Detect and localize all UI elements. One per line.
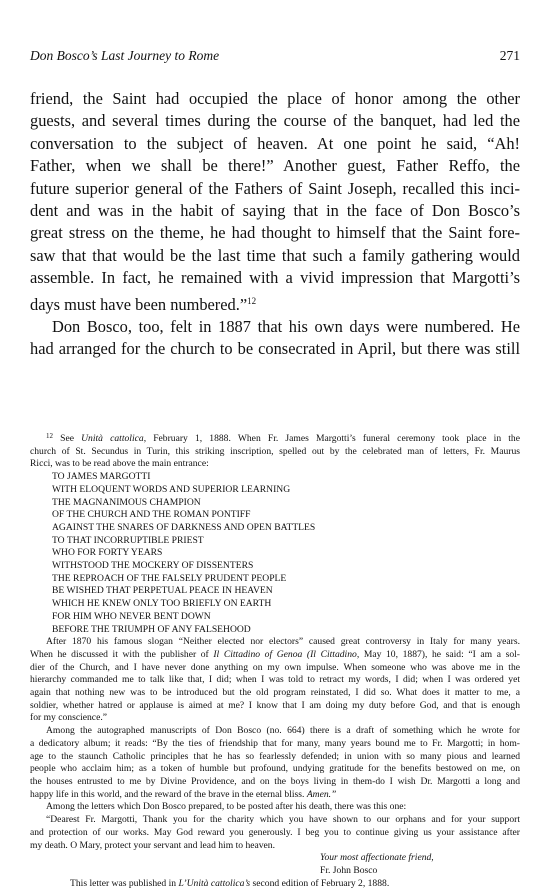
footnote-text: second edition of February 2, 1888. — [250, 877, 390, 889]
footnote-line: a dedicatory album; it reads: “By the ties of friendship that for many, many years bound me to Fr. Margotti; in hom- — [30, 737, 520, 749]
text-line — [30, 290, 520, 316]
body-paragraph-2 — [30, 316, 520, 361]
footnote-line: for my conscience.” — [30, 712, 107, 724]
footnote-line: After 1870 his famous slogan “Neither elected nor electors” caused great controversy in Italy for many years. — [46, 636, 520, 648]
footnote-text: , May 10, 1887), he said: “I am a sol- — [356, 648, 520, 660]
footnote-line: my death. O Mary, protect your servant and lead him to heaven. — [30, 839, 276, 851]
amen-text: Amen.” — [306, 788, 337, 800]
footnote-line — [30, 430, 520, 446]
running-title: Don Bosco’s Last Journey to Rome — [30, 48, 220, 63]
main-text — [30, 88, 520, 361]
footnote-line: Ricci, was to be read above the main entrance: — [30, 458, 209, 470]
text-line: great stress on the theme, he had thought to himself that the Saint fore- — [30, 223, 520, 243]
footnote-line: Among the letters which Don Bosco prepared, to be posted after his death, there was this one: — [46, 801, 407, 813]
publication-title: L’Unità cattolica’s — [178, 877, 251, 889]
text-line: had arranged for the church to be consecrated in April, but there was still — [30, 339, 520, 359]
inscription-line: WITHSTOOD THE MOCKERY OF DISSENTERS — [52, 560, 254, 572]
inscription-line: TO JAMES MARGOTTI — [52, 471, 151, 483]
footnote-line: church of St. Secundus in Turin, this striking inscription, spelled out by the celebrated man of letters, Fr. Maurus — [30, 445, 520, 457]
inscription-line: THE REPROACH OF THE FALSELY PRUDENT PEOPLE — [52, 572, 287, 584]
publication-title: Il Cittadino of Genoa (Il Cittadino — [213, 648, 357, 660]
footnote-line: “Dearest Fr. Margotti, Thank you for the charity which you have shown to our orphans and for your support — [46, 814, 520, 826]
footnote-line: Among the autographed manuscripts of Don Bosco (no. 664) there is a draft of something which he wrote for — [46, 725, 520, 737]
footnote-line: and protection of our works. May God reward you generously. I beg you to continue giving us your assistance after — [30, 826, 520, 838]
inscription-line: AGAINST THE SNARES OF DARKNESS AND OPEN BATTLES — [52, 521, 316, 533]
text-line: guests, and several times during the course of the banquet, had led the — [30, 111, 520, 131]
inscription-line: BE WISHED THAT PERPETUAL PEACE IN HEAVEN — [52, 585, 273, 597]
text-line-content: days must have been numbered.” — [30, 294, 248, 314]
footnote-line: again that nothing new was to be introduced but the old program reinstated, I did so. What does it matter to me, a — [30, 687, 520, 699]
footnote-line: age to the staunch Catholic principles that he has so fearlessly defended; in union with so many pious and learned — [30, 750, 520, 762]
text-line: Don Bosco, too, felt in 1887 that his own days were numbered. He — [52, 317, 520, 337]
footnote-line — [30, 649, 520, 662]
inscription-line: OF THE CHURCH AND THE ROMAN PONTIFF — [52, 509, 251, 521]
footnote-text: This letter was published in — [70, 877, 179, 889]
footnote-line — [30, 878, 520, 890]
inscription-line: THE MAGNANIMOUS CHAMPION — [52, 496, 201, 508]
inscription-block — [30, 471, 520, 636]
inscription-line: FOR HIM WHO NEVER BENT DOWN — [52, 610, 211, 622]
footnote-line: soldier, whether hatred or applause is aimed at me? I know that I am doing my duty before God, and that is enough — [30, 699, 520, 711]
inscription-line: WHO FOR FORTY YEARS — [52, 547, 163, 559]
footnote-line: dier of the Church, and I have never done anything on my own impulse. When someone who was above me in the — [30, 661, 520, 673]
text-line: conversation to the subject of heaven. At one point he said, “Ah! — [30, 133, 520, 153]
running-header — [30, 48, 520, 68]
letter-signature: Fr. John Bosco — [320, 864, 378, 876]
footnote-line: hierarchy commanded me to talk like that, I did; when I was told to retract my words, I did; when I was ordered yet — [30, 674, 520, 686]
footnote-text: See — [60, 433, 82, 444]
text-line: Father, when we shall be there!” Another guest, Father Reffo, the — [30, 156, 520, 176]
text-line: future superior general of the Fathers of Saint Joseph, recalled this inci- — [30, 178, 520, 198]
page-number: 271 — [499, 48, 520, 63]
inscription-line: WHICH HE KNEW ONLY TOO BRIEFLY ON EARTH — [52, 598, 272, 610]
footnote-line: people who acclaim him; as a token of humble but profound, undying gratitude for the benefits bestowed on me, on — [30, 763, 520, 775]
footnote-number: 12 — [46, 432, 53, 440]
footnotes — [30, 430, 520, 890]
footnote-text: , February 1, 1888. When Fr. James Margotti’s funeral ceremony took place in the — [143, 433, 520, 444]
footnote-reference: 12 — [247, 295, 257, 306]
footnote-line: the houses entrusted to me by Divine Providence, and on the boys living in them-do I wish Dr. Margotti a long and — [30, 775, 520, 787]
footnote-line — [30, 789, 520, 802]
text-line: saw that that would be the last time that such a family gathering would — [30, 245, 520, 265]
inscription-line: BEFORE THE TRIUMPH OF ANY FALSEHOOD — [52, 623, 251, 635]
inscription-line: WITH ELOQUENT WORDS AND SUPERIOR LEARNING — [52, 483, 291, 495]
footnote-text: happy life in this world, and the reward of the brave in the eternal bliss. — [30, 788, 307, 800]
letter-closing: Your most affectionate friend, — [320, 852, 434, 864]
text-line: dent and was in the habit of saying that in the face of Don Bosco’s — [30, 201, 520, 221]
text-line: friend, the Saint had occupied the place of honor among the other — [30, 89, 520, 108]
publication-title: Unità cattolica — [81, 433, 144, 444]
footnote-text: When he discussed it with the publisher of — [30, 648, 214, 660]
inscription-line: TO THAT INCORRUPTIBLE PRIEST — [52, 534, 204, 546]
text-line: assemble. In fact, he remained with a vivid impression that Margotti’s — [30, 268, 520, 288]
body-paragraph-1 — [30, 88, 520, 316]
